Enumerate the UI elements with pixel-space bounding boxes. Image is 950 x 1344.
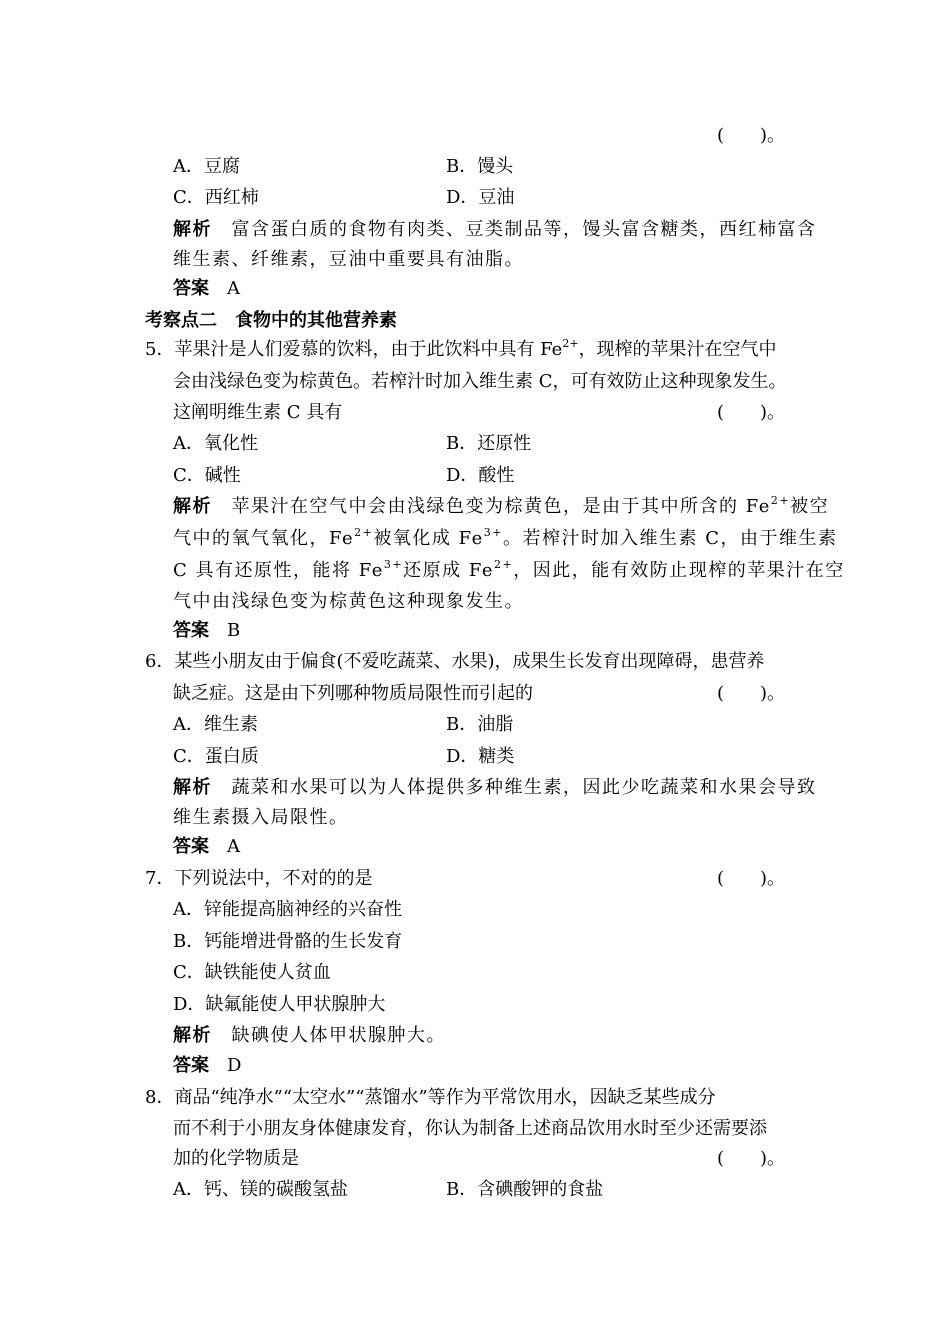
option-c: C．缺铁能使人贫血 — [173, 962, 331, 983]
option-a: A．豆腐 — [173, 156, 240, 177]
answer: 答案 D — [173, 1055, 242, 1076]
option-c: C．蛋白质 — [173, 746, 259, 767]
analysis: 解析 缺碘使人体甲状腺肿大。 — [173, 1025, 446, 1046]
option-d: D．豆油 — [446, 187, 515, 208]
option-b: B．含碘酸钾的食盐 — [446, 1179, 604, 1200]
analysis-line: 维生素、纤维素，豆油中重要具有油脂。 — [173, 249, 524, 270]
q5-stem: 5．苹果汁是人们爱慕的饮料，由于此饮料中具有 $Fe^{2+}$，现榨的苹果汁在空气中 — [145, 337, 777, 360]
option-a: A．锌能提高脑神经的兴奋性 — [173, 899, 402, 920]
answer: 答案 A — [173, 836, 240, 857]
analysis-line: 维生素摄入局限性。 — [173, 807, 349, 828]
option-d: D．缺氟能使人甲状腺肿大 — [173, 994, 386, 1015]
analysis-label: 解析 — [173, 219, 212, 240]
option-b: B．油脂 — [446, 714, 514, 735]
q5-stem-line: 这阐明维生素 C 具有 — [173, 402, 343, 423]
answer-paren: ( )。 — [717, 125, 786, 146]
answer: 答案 B — [173, 620, 241, 641]
option-c: C．西红柿 — [173, 187, 259, 208]
answer-paren: ( )。 — [717, 1148, 786, 1169]
q6-stem-line: 缺乏症。这是由下列哪种物质局限性而引起的 — [173, 683, 533, 704]
analysis-line: C 具有还原性，能将 $Fe^{3+}$还原成 $Fe^{2+}$，因此，能有效防止现榨的苹果汁在空 — [173, 558, 845, 581]
section-heading: 考察点二 食物中的其他营养素 — [145, 310, 397, 331]
answer-paren: ( )。 — [717, 683, 786, 704]
analysis: 解析 苹果汁在空气中会由浅绿色变为棕黄色，是由于其中所含的 $Fe^{2+}$被空 — [173, 494, 830, 517]
option-c: C．碱性 — [173, 465, 241, 486]
q8-stem-line: 而不利于小朋友身体健康发育，你认为制备上述商品饮用水时至少还需要添 — [173, 1118, 767, 1139]
analysis-line: 气中由浅绿色变为棕黄色这种现象发生。 — [173, 591, 524, 612]
option-b: B．馒头 — [446, 156, 514, 177]
option-d: D．糖类 — [446, 746, 515, 767]
option-a: A．钙、镁的碳酸氢盐 — [173, 1179, 348, 1200]
answer-label: 答案 — [173, 278, 209, 299]
option-d: D．酸性 — [446, 465, 515, 486]
analysis: 解析 富含蛋白质的食物有肉类、豆类制品等，馒头富含糖类，西红柿富含 — [173, 219, 817, 240]
analysis-line: 气中的氧气氧化，$Fe^{2+}$被氧化成 $Fe^{3+}$。若榨汁时加入维生素 C，由于维生素 — [173, 526, 838, 549]
q8-stem-line: 加的化学物质是 — [173, 1148, 299, 1169]
option-b: B．还原性 — [446, 433, 532, 454]
answer-paren: ( )。 — [717, 402, 786, 423]
analysis: 解析 蔬菜和水果可以为人体提供多种维生素，因此少吃蔬菜和水果会导致 — [173, 777, 817, 798]
q7-stem: 7．下列说法中，不对的的是 — [145, 868, 373, 889]
answer: 答案 A — [173, 278, 240, 299]
option-a: A．氧化性 — [173, 433, 258, 454]
answer-paren: ( )。 — [717, 868, 786, 889]
q5-stem-line: 会由浅绿色变为棕黄色。若榨汁时加入维生素 C，可有效防止这种现象发生。 — [173, 371, 787, 392]
option-a: A．维生素 — [173, 714, 258, 735]
option-b: B．钙能增进骨骼的生长发育 — [173, 931, 403, 952]
q6-stem: 6．某些小朋友由于偏食(不爱吃蔬菜、水果)，成果生长发育出现障碍，患营养 — [145, 651, 765, 672]
q8-stem: 8．商品“纯净水”“太空水”“蒸馏水”等作为平常饮用水，因缺乏某些成分 — [145, 1087, 716, 1108]
